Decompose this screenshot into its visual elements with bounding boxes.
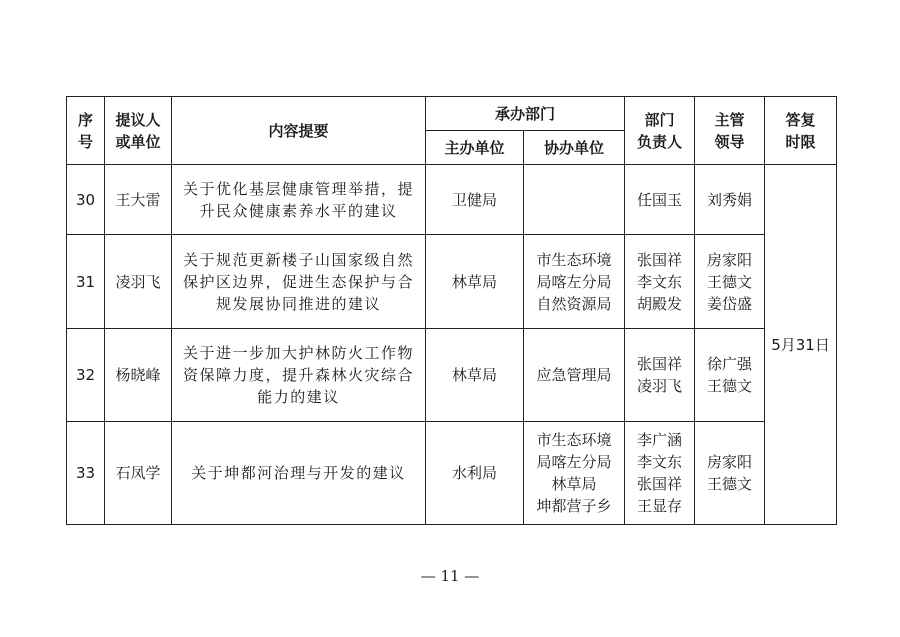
deadline-cell: 5月31日 — [765, 165, 837, 525]
proposal-table — [66, 96, 837, 525]
row-seq: 30 — [67, 165, 105, 235]
row-leader: 徐广强 王德文 — [695, 329, 765, 422]
row-seq: 33 — [67, 422, 105, 525]
table-row — [67, 329, 837, 422]
page-number: — 11 — — [420, 567, 480, 585]
header-dept-group: 承办部门 — [426, 97, 625, 131]
row-proposer: 石凤学 — [105, 422, 172, 525]
table-row — [67, 165, 837, 235]
row-leader: 房家阳 王德文 — [695, 422, 765, 525]
row-leader: 房家阳 王德文 姜岱盛 — [695, 235, 765, 329]
header-leader: 主管 领导 — [695, 97, 765, 165]
row-content: 关于进一步加大护林防火工作物 资保障力度，提升森林火灾综合 能力的建议 — [172, 329, 426, 422]
row-content: 关于优化基层健康管理举措，提 升民众健康素养水平的建议 — [172, 165, 426, 235]
row-main-unit: 林草局 — [426, 235, 524, 329]
row-dept-head: 张国祥 李文东 胡殿发 — [625, 235, 695, 329]
row-assist-unit: 应急管理局 — [524, 329, 625, 422]
row-proposer: 凌羽飞 — [105, 235, 172, 329]
header-content: 内容提要 — [172, 97, 426, 165]
row-content: 关于坤都河治理与开发的建议 — [172, 422, 426, 525]
row-main-unit: 卫健局 — [426, 165, 524, 235]
row-dept-head: 李广涵 李文东 张国祥 王显存 — [625, 422, 695, 525]
row-assist-unit: 市生态环境 局喀左分局 林草局 坤都营子乡 — [524, 422, 625, 525]
table-row — [67, 235, 837, 329]
row-content: 关于规范更新楼子山国家级自然 保护区边界，促进生态保护与合 规发展协同推进的建议 — [172, 235, 426, 329]
row-dept-head: 张国祥 凌羽飞 — [625, 329, 695, 422]
row-main-unit: 林草局 — [426, 329, 524, 422]
header-assist-unit: 协办单位 — [524, 131, 625, 165]
table-row — [67, 422, 837, 525]
header-main-unit: 主办单位 — [426, 131, 524, 165]
row-seq: 31 — [67, 235, 105, 329]
header-seq: 序 号 — [67, 97, 105, 165]
row-seq: 32 — [67, 329, 105, 422]
header-row-1 — [67, 97, 837, 131]
row-proposer: 杨晓峰 — [105, 329, 172, 422]
row-main-unit: 水利局 — [426, 422, 524, 525]
row-leader: 刘秀娟 — [695, 165, 765, 235]
header-dept-head: 部门 负责人 — [625, 97, 695, 165]
row-dept-head: 任国玉 — [625, 165, 695, 235]
header-proposer: 提议人 或单位 — [105, 97, 172, 165]
row-proposer: 王大雷 — [105, 165, 172, 235]
row-assist-unit: 市生态环境 局喀左分局 自然资源局 — [524, 235, 625, 329]
header-deadline: 答复 时限 — [765, 97, 837, 165]
row-assist-unit — [524, 165, 625, 235]
